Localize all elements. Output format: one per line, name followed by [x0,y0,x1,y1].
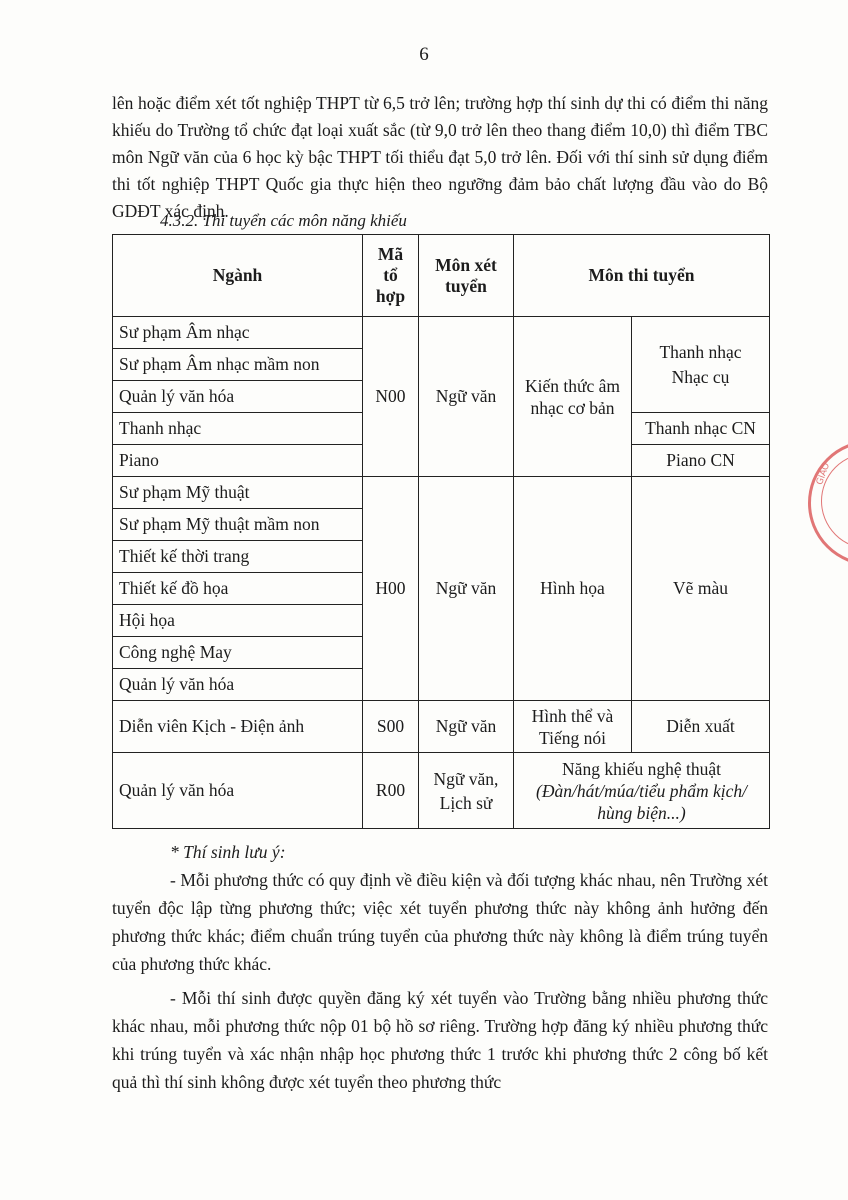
header-major: Ngành [113,235,363,317]
major-cell: Công nghệ May [113,637,363,669]
table-header-row [113,235,770,317]
intro-text: lên hoặc điểm xét tốt nghiệp THPT từ 6,5 trở lên; trường hợp thí sinh dự thi có điểm thi năng khiếu do Trường tổ chức đạt loại xuất sắc (từ 9,0 trở lên theo thang điểm 10,0) thì điểm TBC môn Ngữ văn của 6 học kỳ bậc THPT tối thiểu đạt 5,0 trở lên. Đối với thí sinh sử dụng điểm thi tốt nghiệp THPT Quốc gia thực hiện theo ngưỡng đảm bảo chất lượng đầu vào do Bộ GDĐT xác định. [112,93,768,221]
section-heading: 4.3.2. Thi tuyển các môn năng khiếu [160,211,407,230]
aptitude-exam-table [112,234,770,829]
major-cell: Piano [113,445,363,477]
page-number: 6 [419,44,429,65]
major-cell: Thiết kế đồ họa [113,573,363,605]
table-row [113,701,770,753]
major-cell: Diễn viên Kịch - Điện ảnh [113,701,363,753]
exam-subject-1-cell: Hình thể và Tiếng nói [514,701,632,753]
notes-title: * Thí sinh lưu ý: [170,842,286,862]
exam-subject-combined-cell [514,753,770,829]
major-cell: Sư phạm Âm nhạc [113,317,363,349]
major-cell: Sư phạm Âm nhạc mầm non [113,349,363,381]
seal-text: GIÁO [815,461,833,487]
exam-subject-2-cell: Thanh nhạc CN [632,413,770,445]
major-cell: Quản lý văn hóa [113,381,363,413]
header-exam-subjects: Môn thi tuyển [514,235,770,317]
admission-subject-cell: Ngữ văn [419,317,514,477]
major-cell: Quản lý văn hóa [113,753,363,829]
intro-paragraph [112,90,768,225]
major-cell: Quản lý văn hóa [113,669,363,701]
header-admission-subject: Môn xét tuyển [419,235,514,317]
code-cell: S00 [363,701,419,753]
exam-subject-2-cell: Thanh nhạc Nhạc cụ [632,317,770,413]
major-cell: Sư phạm Mỹ thuật mầm non [113,509,363,541]
table-row [113,317,770,349]
official-seal [808,440,848,566]
exam-detail-text: (Đàn/hát/múa/tiểu phẩm kịch/ hùng biện...) [536,780,747,823]
notes-section [112,838,768,1096]
table-row [113,477,770,509]
exam-subject-2-cell: Piano CN [632,445,770,477]
major-cell: Thiết kế thời trang [113,541,363,573]
major-cell: Sư phạm Mỹ thuật [113,477,363,509]
admission-subject-cell: Ngữ văn, Lịch sử [419,753,514,829]
exam-subject-1-cell: Kiến thức âm nhạc cơ bản [514,317,632,477]
note-item: - Mỗi thí sinh được quyền đăng ký xét tuyển vào Trường bằng nhiều phương thức khác nhau, mỗi phương thức nộp 01 bộ hồ sơ riêng. Trường hợp đăng ký nhiều phương thức khi trúng tuyển và xác nhận nhập học phương thức 1 trước khi phương thức 2 công bố kết quả thì thí sinh không được xét tuyển theo phương thức [112,988,768,1092]
admission-subject-cell: Ngữ văn [419,701,514,753]
admission-subject-cell: Ngữ văn [419,477,514,701]
table-row [113,753,770,829]
code-cell: N00 [363,317,419,477]
major-cell: Thanh nhạc [113,413,363,445]
major-cell: Hội họa [113,605,363,637]
header-code: Mã tổ hợp [363,235,419,317]
exam-subject-1-cell: Hình họa [514,477,632,701]
code-cell: R00 [363,753,419,829]
note-item: - Mỗi phương thức có quy định về điều kiện và đối tượng khác nhau, nên Trường xét tuyển độc lập từng phương thức; việc xét tuyển phương thức này không ảnh hưởng đến phương thức khác; điểm chuẩn trúng tuyển của phương thức này không là điểm trúng tuyển của phương thức khác. [112,870,768,974]
code-cell: H00 [363,477,419,701]
exam-subject-2-cell: Diễn xuất [632,701,770,753]
exam-main-text: Năng khiếu nghệ thuật [562,758,721,779]
exam-subject-2-cell: Vẽ màu [632,477,770,701]
